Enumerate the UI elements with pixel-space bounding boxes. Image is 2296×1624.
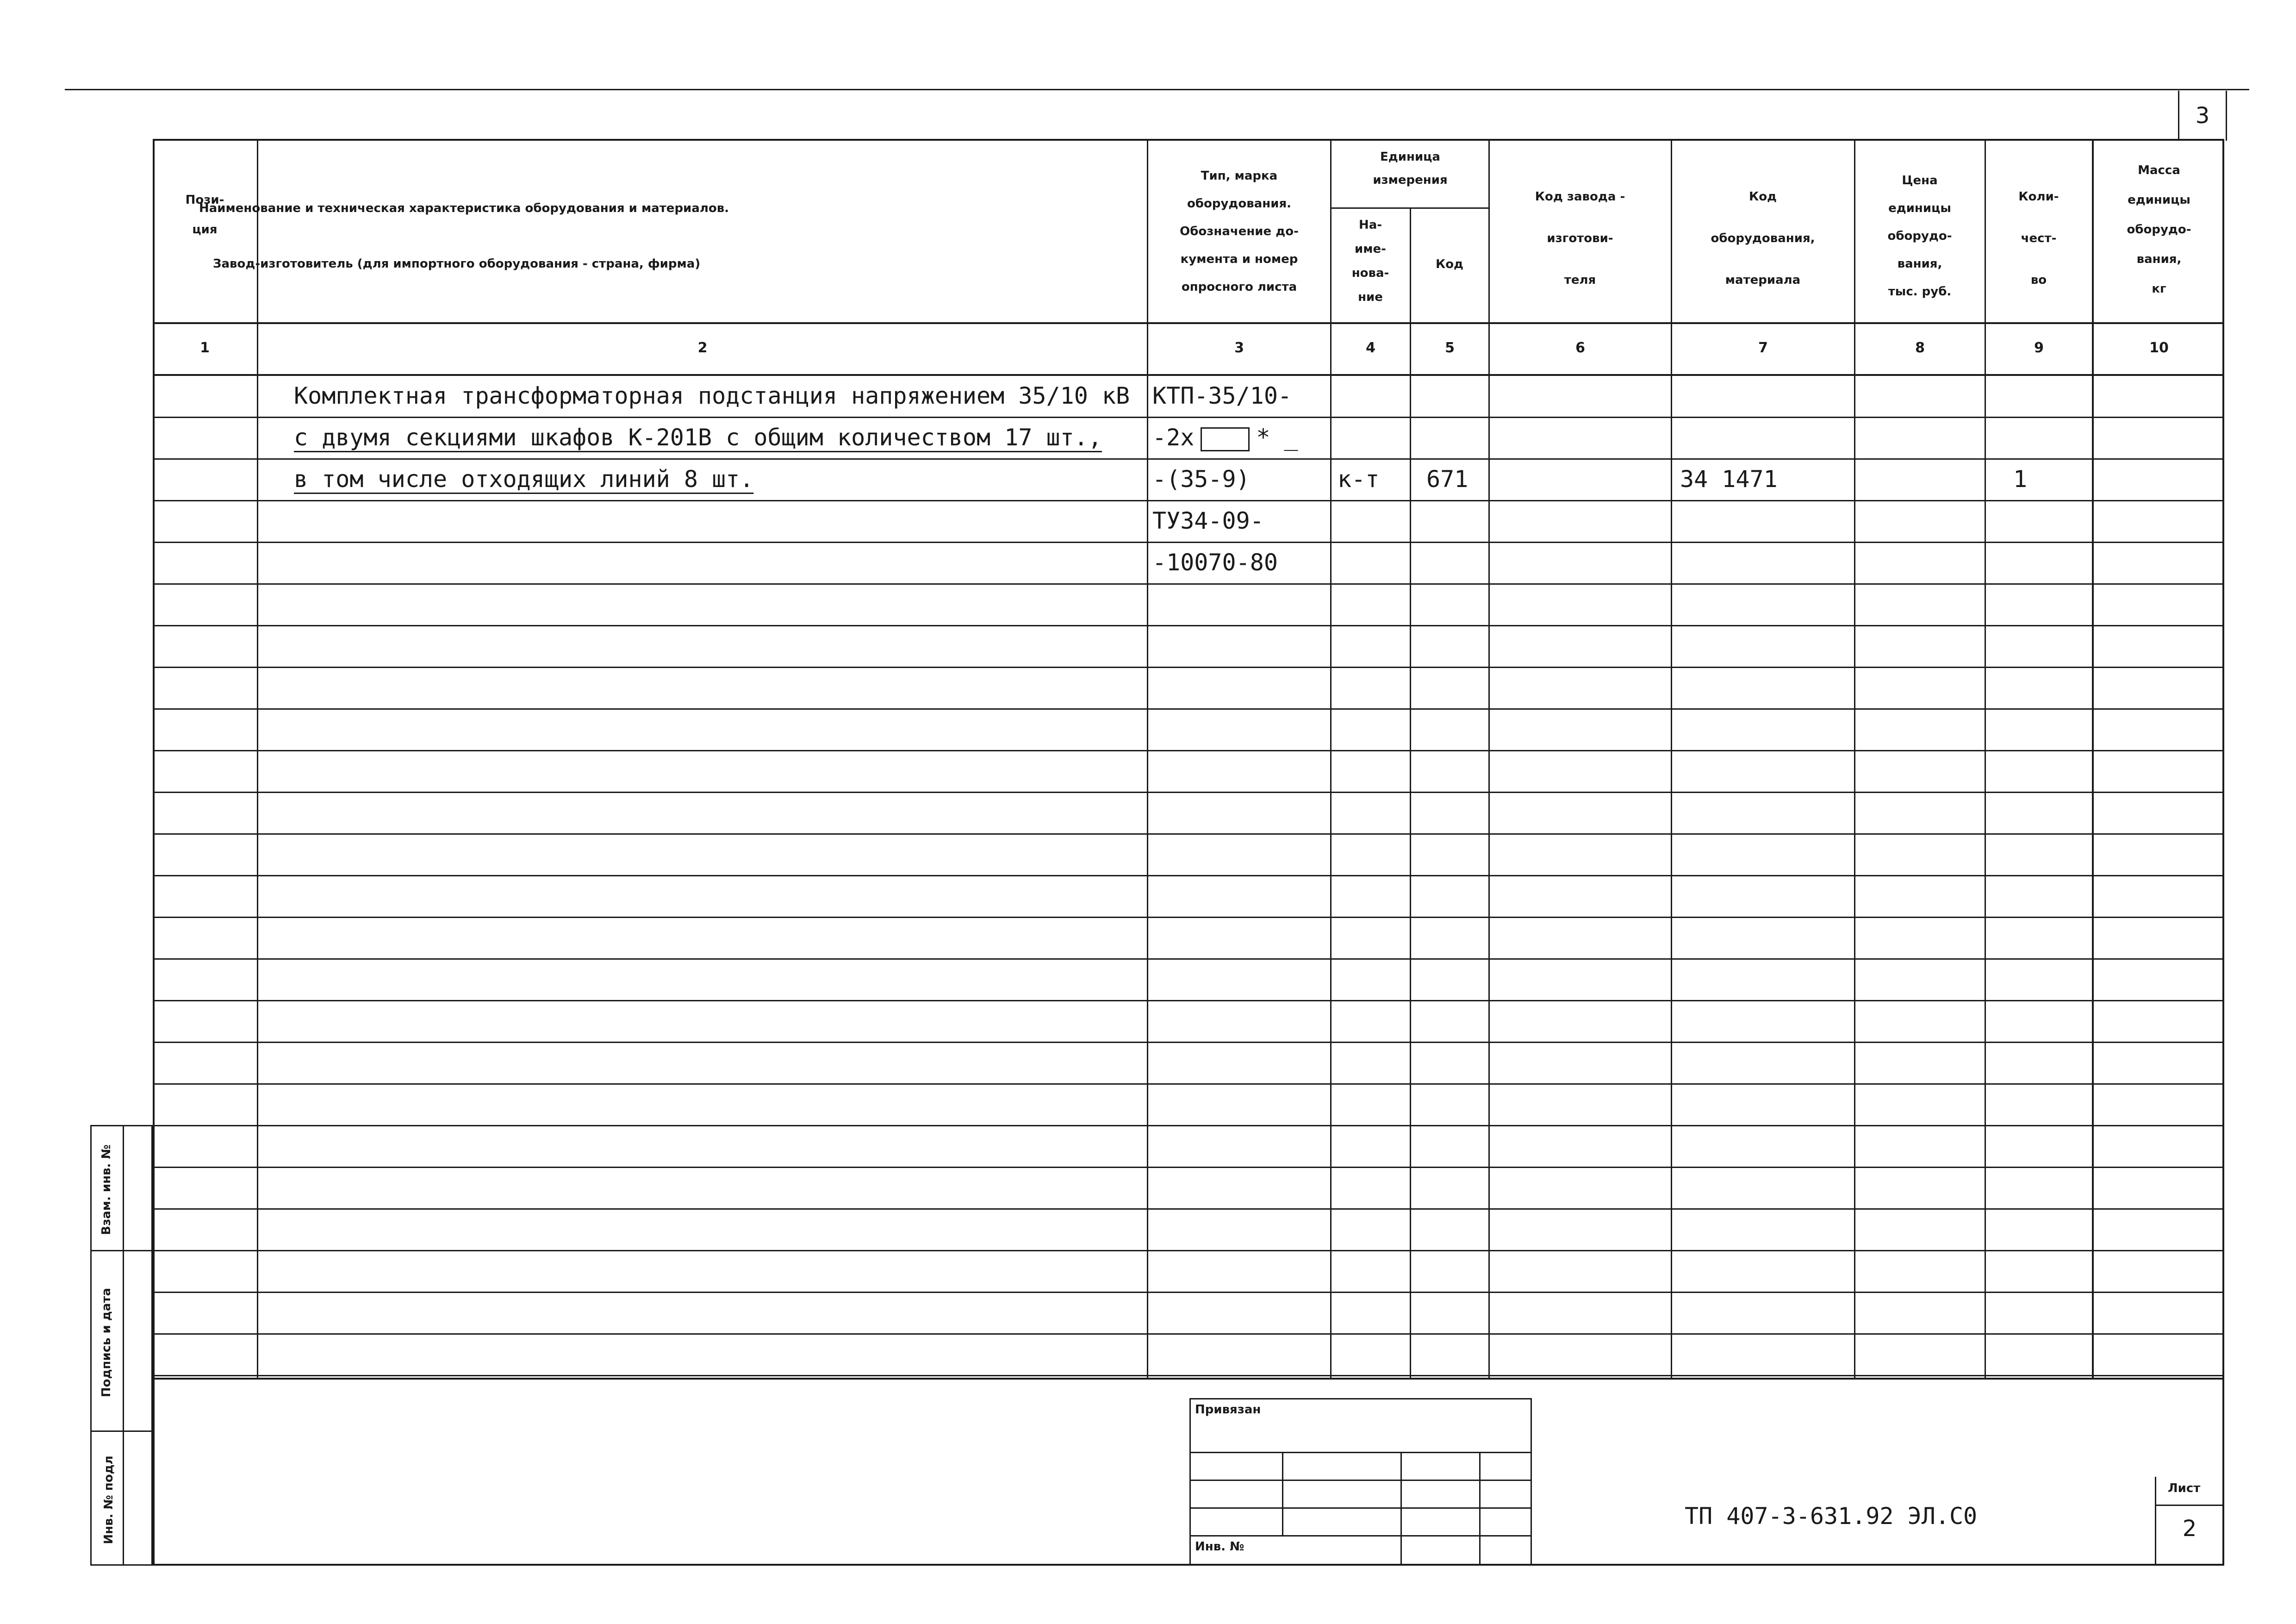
header-bottom-line — [153, 322, 2224, 324]
header-col1: Пози- ция — [185, 193, 224, 237]
privyazan-label: Привязан — [1195, 1403, 1261, 1417]
colnum-2: 2 — [697, 340, 708, 356]
header-col4: На- име- нова- ние — [1351, 218, 1389, 304]
header-col10: Масса единицы оборудо- вания, кг — [2127, 163, 2191, 296]
header-col7: Код оборудования, материала — [1711, 190, 1815, 287]
privyazan-line-3 — [1189, 1507, 1532, 1509]
col-line-7 — [1854, 139, 1855, 1380]
col-line-1 — [257, 139, 258, 1380]
row3-material-code: 34 1471 — [1680, 466, 1778, 493]
row-line — [153, 1167, 2224, 1168]
col-line-3 — [1330, 139, 1332, 1380]
row5-type: -10070-80 — [1152, 549, 1278, 576]
side-stamp-vzam: Взам. инв. № — [100, 1144, 113, 1235]
header-unit-group: Единица измерения — [1373, 150, 1448, 187]
row1-name: Комплектная трансформаторная подстанция напряжением 35/10 кВ — [294, 382, 1130, 409]
table-bottom-line — [153, 1378, 2224, 1380]
row-line — [153, 708, 2224, 710]
row-line — [153, 625, 2224, 626]
col-line-2 — [1147, 139, 1148, 1380]
header-col8: Цена единицы оборудо- вания, тыс. руб. — [1887, 174, 1952, 299]
row-line — [153, 1125, 2224, 1126]
row-line — [153, 1292, 2224, 1293]
side-stamp-podpis: Подпись и дата — [100, 1287, 113, 1398]
col-line-8 — [1985, 139, 1986, 1380]
colnum-9: 9 — [2034, 340, 2044, 356]
col-line-5 — [1488, 139, 1490, 1380]
top-border-line — [65, 89, 2249, 90]
row2-name: с двумя секциями шкафов К-201В с общим количеством 17 шт., — [294, 424, 1102, 451]
colnum-6: 6 — [1575, 340, 1585, 356]
side-stamp-inv: Инв. № подл — [102, 1455, 116, 1544]
privyazan-line-1 — [1189, 1452, 1532, 1453]
row-line — [153, 1042, 2224, 1043]
row-line — [153, 792, 2224, 793]
sheet-number-box — [2178, 91, 2227, 141]
header-col2: Наименование и техническая характеристика оборудования и материалов. Завод-изготовитель (для импортного оборудования - страна, фирма) — [199, 201, 729, 271]
header-col9: Коли- чест- во — [2018, 190, 2059, 287]
privyazan-line-4 — [1189, 1535, 1532, 1537]
row-line — [153, 750, 2224, 751]
unit-group-line — [1330, 207, 1490, 209]
row3-type: -(35-9) — [1152, 466, 1250, 493]
inv-no-label: Инв. № — [1195, 1540, 1244, 1554]
sheet-box-line — [2155, 1505, 2224, 1506]
row-line — [153, 583, 2224, 585]
row-line — [153, 1333, 2224, 1335]
row3-unit-name: к-т — [1338, 466, 1380, 493]
row-line — [153, 1375, 2224, 1376]
colnum-7: 7 — [1758, 340, 1768, 356]
col-line-6 — [1671, 139, 1672, 1380]
row-line — [153, 1208, 2224, 1210]
row-line — [153, 1083, 2224, 1085]
sheet-label: Лист — [2168, 1481, 2201, 1495]
row3-unit-code: 671 — [1426, 466, 1468, 493]
col-line-4 — [1410, 208, 1411, 1380]
row-line — [153, 1250, 2224, 1251]
row1-type: КТП-35/10- — [1152, 382, 1292, 409]
row-line — [153, 917, 2224, 918]
row-line — [153, 667, 2224, 668]
row2-type: -2х * _ — [1152, 424, 1298, 451]
spec-table — [153, 139, 2224, 1380]
header-col5: Код — [1435, 257, 1464, 271]
colnum-3: 3 — [1234, 340, 1244, 356]
row-line — [153, 833, 2224, 835]
colnum-10: 10 — [2149, 340, 2169, 356]
privyazan-line-2 — [1189, 1480, 1532, 1481]
sheet-number: 2 — [2182, 1516, 2197, 1542]
colnum-4: 4 — [1366, 340, 1375, 356]
col-line-9 — [2092, 139, 2094, 1380]
privyazan-vline-1 — [1282, 1452, 1283, 1535]
colnum-1: 1 — [200, 340, 210, 356]
colnum-5: 5 — [1445, 340, 1455, 356]
sheet-top-number: 3 — [2195, 103, 2210, 129]
document-code: ТП 407-3-631.92 ЭЛ.С0 — [1685, 1503, 1978, 1530]
privyazan-vline-3 — [1479, 1452, 1481, 1566]
header-col6: Код завода - изготови- теля — [1535, 190, 1625, 287]
type-blank-box — [1201, 427, 1250, 451]
row3-quantity: 1 — [2013, 466, 2028, 493]
colnum-8: 8 — [1915, 340, 1925, 356]
row-line — [153, 1000, 2224, 1001]
row4-type: ТУ34-09- — [1152, 507, 1264, 534]
row-line — [153, 958, 2224, 960]
side-stamp-divider — [123, 1125, 124, 1566]
privyazan-vline-2 — [1400, 1452, 1402, 1566]
row3-name: в том числе отходящих линий 8 шт. — [294, 466, 754, 493]
header-col3: Тип, марка оборудования. Обозначение до- кумента и номер опросного листа — [1180, 169, 1299, 294]
row-line — [153, 875, 2224, 876]
